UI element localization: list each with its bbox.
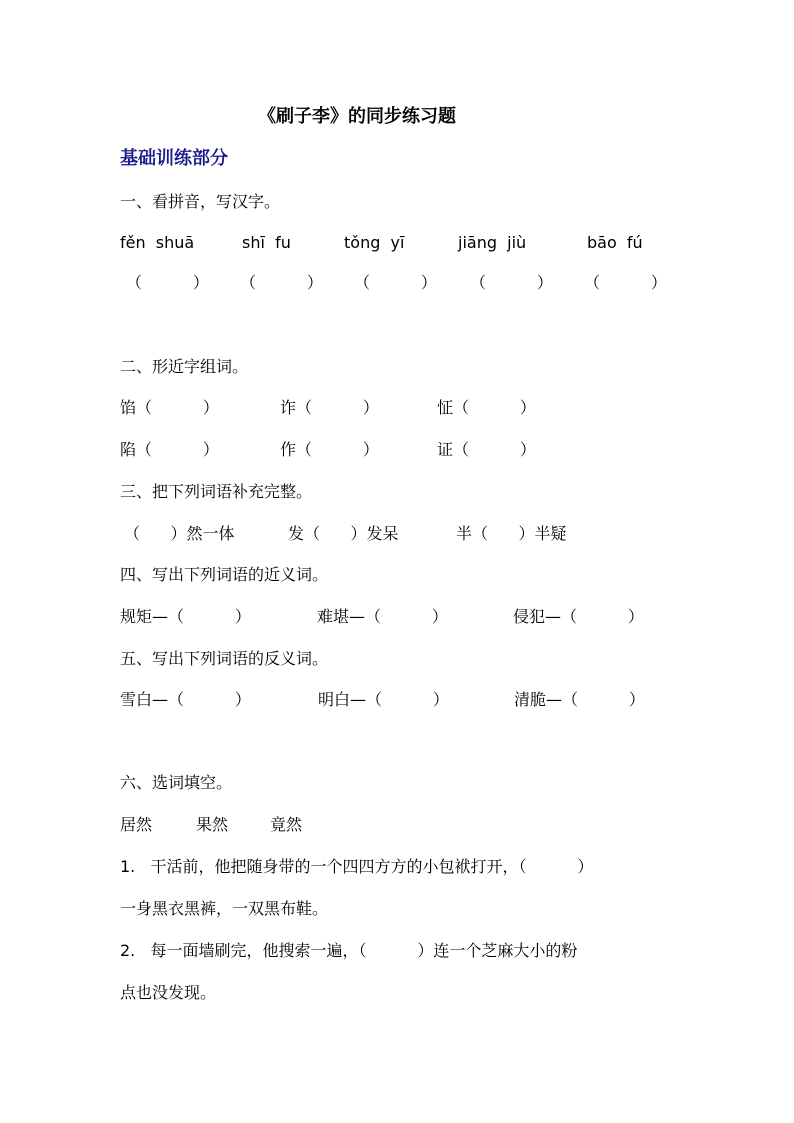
q4-item-1[interactable]: 规矩—（ ） <box>120 607 251 626</box>
q1-pinyin-2: shī fu <box>242 233 291 252</box>
q1-pinyin-1: fěn shuā <box>120 233 195 252</box>
q2-r2-item-3[interactable]: 证（ ） <box>437 440 536 459</box>
q6-sentence-1-line-1[interactable]: 1. 干活前，他把随身带的一个四四方方的小包袱打开，（ ） <box>120 857 594 876</box>
q3-item-2[interactable]: 发（ ）发呆 <box>288 524 399 543</box>
q5-item-2[interactable]: 明白—（ ） <box>318 690 449 709</box>
q1-pinyin-5: bāo fú <box>587 233 643 252</box>
q6-sentence-2-line-2: 点也没发现。 <box>120 983 217 1002</box>
q6-option-3: 竟然 <box>270 815 303 834</box>
q1-blank-4[interactable]: （ ） <box>470 273 553 292</box>
q1-blank-1[interactable]: （ ） <box>126 273 209 292</box>
section-title: 基础训练部分 <box>120 148 228 169</box>
q6-option-1: 居然 <box>120 815 153 834</box>
q6-sentence-1-line-2: 一身黑衣黑裤，一双黑布鞋。 <box>120 899 329 918</box>
q3-item-3[interactable]: 半（ ）半疑 <box>456 524 567 543</box>
q3-item-1[interactable]: （ ）然一体 <box>124 524 235 543</box>
q1-blank-3[interactable]: （ ） <box>354 273 437 292</box>
q2-r1-item-3[interactable]: 怔（ ） <box>437 398 536 417</box>
q2-r2-item-1[interactable]: 陷（ ） <box>120 440 219 459</box>
q5-heading: 五、写出下列词语的反义词。 <box>120 649 329 668</box>
q6-heading: 六、选词填空。 <box>120 773 233 792</box>
q4-heading: 四、写出下列词语的近义词。 <box>120 565 329 584</box>
q4-item-2[interactable]: 难堪—（ ） <box>317 607 448 626</box>
q2-r1-item-1[interactable]: 馅（ ） <box>120 398 219 417</box>
q2-r1-item-2[interactable]: 诈（ ） <box>280 398 379 417</box>
q2-r2-item-2[interactable]: 作（ ） <box>280 440 379 459</box>
q1-pinyin-3: tǒng yī <box>344 233 405 252</box>
document-title: 《刷子李》的同步练习题 <box>258 106 456 127</box>
q6-option-2: 果然 <box>196 815 229 834</box>
q1-blank-2[interactable]: （ ） <box>240 273 323 292</box>
q4-item-3[interactable]: 侵犯—（ ） <box>513 607 644 626</box>
q3-heading: 三、把下列词语补充完整。 <box>120 482 313 501</box>
q1-blank-5[interactable]: （ ） <box>584 273 667 292</box>
q1-pinyin-4: jiāng jiù <box>458 233 527 252</box>
q1-heading: 一、看拼音，写汉字。 <box>120 192 281 211</box>
q2-heading: 二、形近字组词。 <box>120 357 249 376</box>
q6-sentence-2-line-1[interactable]: 2. 每一面墙刷完，他搜索一遍，（ ）连一个芝麻大小的粉 <box>120 941 578 960</box>
q5-item-1[interactable]: 雪白—（ ） <box>120 690 251 709</box>
q5-item-3[interactable]: 清脆—（ ） <box>514 690 645 709</box>
